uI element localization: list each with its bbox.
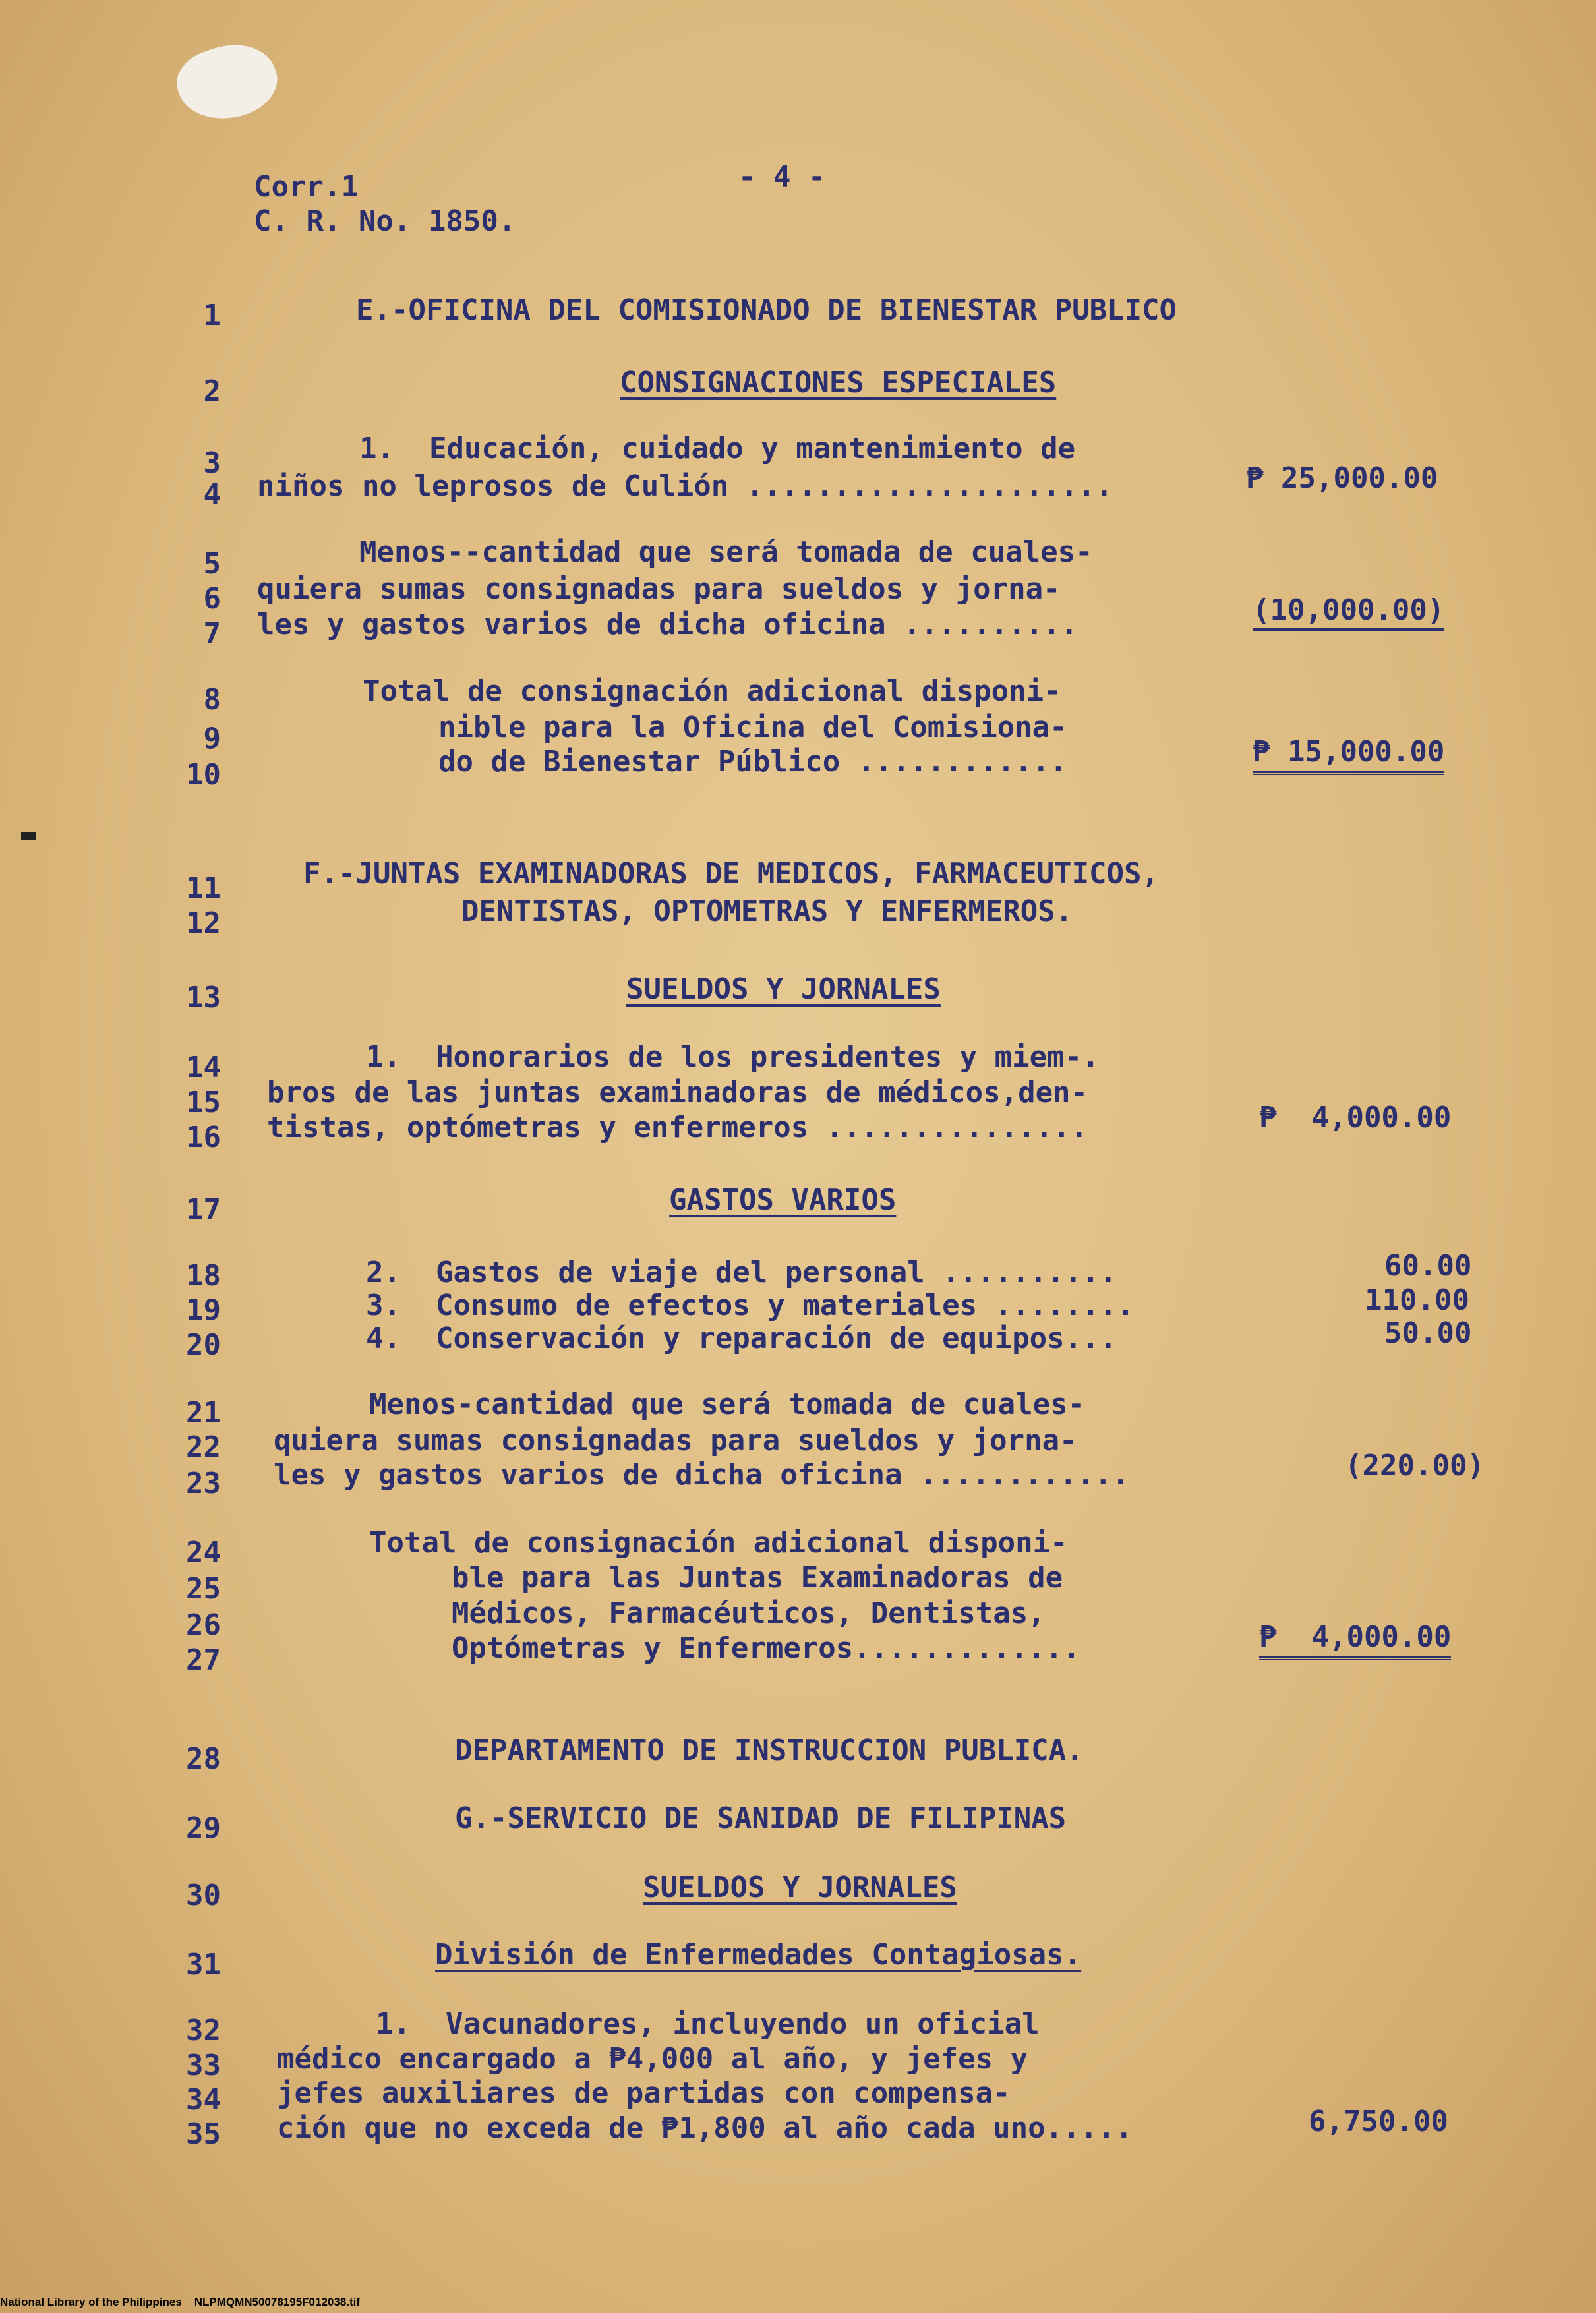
line-20: 4. Conservación y reparación de equipos... bbox=[366, 1322, 1117, 1355]
section-f-title-1: F.-JUNTAS EXAMINADORAS DE MEDICOS, FARMACEUTICOS, bbox=[303, 857, 1160, 891]
line-16-amount: ₱ 4,000.00 bbox=[1259, 1101, 1452, 1134]
page-number: - 4 - bbox=[738, 160, 826, 194]
line-10-amount: ₱ 15,000.00 bbox=[1253, 735, 1444, 775]
line-number: 27 bbox=[186, 1643, 221, 1677]
ink-mark bbox=[21, 832, 36, 840]
line-number: 25 bbox=[186, 1572, 221, 1606]
line-number: 15 bbox=[186, 1086, 221, 1119]
line-21: Menos-cantidad que será tomada de cuales- bbox=[369, 1388, 1086, 1421]
torn-corner bbox=[169, 33, 286, 132]
line-27: Optómetras y Enfermeros............. bbox=[452, 1631, 1080, 1665]
line-number: 2 bbox=[203, 374, 221, 408]
line-number: 35 bbox=[186, 2117, 221, 2151]
line-number: 19 bbox=[186, 1293, 221, 1327]
line-number: 7 bbox=[203, 617, 221, 651]
line-15: bros de las juntas examinadoras de médicos,den- bbox=[267, 1076, 1088, 1109]
line-3: 1. Educación, cuidado y mantenimiento de bbox=[359, 432, 1076, 465]
line-number: 26 bbox=[186, 1608, 221, 1642]
line-9: nible para la Oficina del Comisiona- bbox=[438, 711, 1067, 744]
line-number: 3 bbox=[203, 446, 221, 480]
line-32: 1. Vacunadores, incluyendo un oficial bbox=[376, 2007, 1040, 2041]
archive-footer: National Library of the Philippines NLPMQMN50078195F012038.tif bbox=[0, 2296, 361, 2308]
line-18: 2. Gastos de viaje del personal .......... bbox=[366, 1256, 1117, 1289]
line-18-amount: 60.00 bbox=[1384, 1249, 1472, 1283]
bill-number: C. R. No. 1850. bbox=[254, 204, 516, 238]
line-23: les y gastos varios de dicha oficina ............ bbox=[274, 1458, 1130, 1492]
line-16: tistas, optómetras y enfermeros ............... bbox=[267, 1111, 1088, 1144]
line-number: 21 bbox=[186, 1396, 221, 1430]
line-34: jefes auxiliares de partidas con compensa- bbox=[277, 2076, 1011, 2110]
line-number: 28 bbox=[186, 1742, 221, 1776]
line-number: 30 bbox=[186, 1879, 221, 1912]
line-number: 29 bbox=[186, 1811, 221, 1845]
line-8: Total de consignación adicional disponi- bbox=[363, 674, 1061, 708]
section-f-subtitle-1: SUELDOS Y JORNALES bbox=[626, 972, 941, 1006]
section-e-title: E.-OFICINA DEL COMISIONADO DE BIENESTAR PUBLICO bbox=[356, 293, 1177, 327]
line-14: 1. Honorarios de los presidentes y miem-. bbox=[366, 1040, 1100, 1074]
line-4-amount: ₱ 25,000.00 bbox=[1246, 461, 1438, 495]
line-number: 31 bbox=[186, 1948, 221, 1981]
line-10: do de Bienestar Público ............ bbox=[438, 745, 1067, 778]
line-number: 4 bbox=[203, 478, 221, 512]
line-7-amount: (10,000.00) bbox=[1253, 593, 1444, 631]
line-35-amount: 6,750.00 bbox=[1309, 2105, 1448, 2138]
line-number: 11 bbox=[186, 871, 221, 905]
department-title: DEPARTAMENTO DE INSTRUCCION PUBLICA. bbox=[455, 1734, 1084, 1767]
line-number: 14 bbox=[186, 1051, 221, 1084]
line-35: ción que no exceda de ₱1,800 al año cada uno..... bbox=[277, 2111, 1133, 2145]
line-number: 22 bbox=[186, 1430, 221, 1464]
line-number: 17 bbox=[186, 1193, 221, 1227]
section-f-subtitle-2: GASTOS VARIOS bbox=[669, 1183, 897, 1217]
line-number: 34 bbox=[186, 2083, 221, 2117]
line-22: quiera sumas consignadas para sueldos y jorna- bbox=[274, 1424, 1077, 1457]
line-number: 10 bbox=[186, 758, 221, 792]
line-number: 32 bbox=[186, 2014, 221, 2047]
section-g-title: G.-SERVICIO DE SANIDAD DE FILIPINAS bbox=[455, 1801, 1067, 1835]
line-number: 12 bbox=[186, 906, 221, 940]
line-26: Médicos, Farmacéuticos, Dentistas, bbox=[452, 1596, 1046, 1630]
line-number: 6 bbox=[203, 582, 221, 616]
line-number: 8 bbox=[203, 683, 221, 717]
line-20-amount: 50.00 bbox=[1384, 1316, 1472, 1350]
line-number: 33 bbox=[186, 2049, 221, 2082]
section-f-title-2: DENTISTAS, OPTOMETRAS Y ENFERMEROS. bbox=[461, 894, 1073, 928]
line-23-amount: (220.00) bbox=[1345, 1449, 1485, 1482]
line-number: 5 bbox=[203, 547, 221, 581]
line-number: 24 bbox=[186, 1536, 221, 1569]
line-number: 9 bbox=[203, 722, 221, 755]
line-33: médico encargado a ₱4,000 al año, y jefes y bbox=[277, 2042, 1028, 2076]
line-4: niños no leprosos de Culión ..................... bbox=[257, 469, 1113, 503]
line-24: Total de consignación adicional disponi- bbox=[369, 1526, 1068, 1560]
line-number: 23 bbox=[186, 1467, 221, 1500]
line-number: 18 bbox=[186, 1259, 221, 1293]
line-7: les y gastos varios de dicha oficina .......... bbox=[257, 608, 1079, 641]
line-19-amount: 110.00 bbox=[1365, 1283, 1469, 1317]
section-e-subtitle: CONSIGNACIONES ESPECIALES bbox=[620, 366, 1057, 399]
line-6: quiera sumas consignadas para sueldos y jorna- bbox=[257, 572, 1061, 606]
line-number: 13 bbox=[186, 981, 221, 1014]
line-19: 3. Consumo de efectos y materiales ........ bbox=[366, 1289, 1135, 1322]
division-title: División de Enfermedades Contagiosas. bbox=[435, 1938, 1082, 1972]
corr-label: Corr.1 bbox=[254, 170, 359, 204]
line-number: 20 bbox=[186, 1328, 221, 1362]
line-number: 16 bbox=[186, 1121, 221, 1154]
line-27-amount: ₱ 4,000.00 bbox=[1259, 1620, 1451, 1660]
line-5: Menos--cantidad que será tomada de cuales- bbox=[359, 535, 1093, 569]
line-25: ble para las Juntas Examinadoras de bbox=[452, 1561, 1063, 1595]
line-number: 1 bbox=[203, 299, 221, 332]
section-g-subtitle: SUELDOS Y JORNALES bbox=[643, 1871, 957, 1904]
